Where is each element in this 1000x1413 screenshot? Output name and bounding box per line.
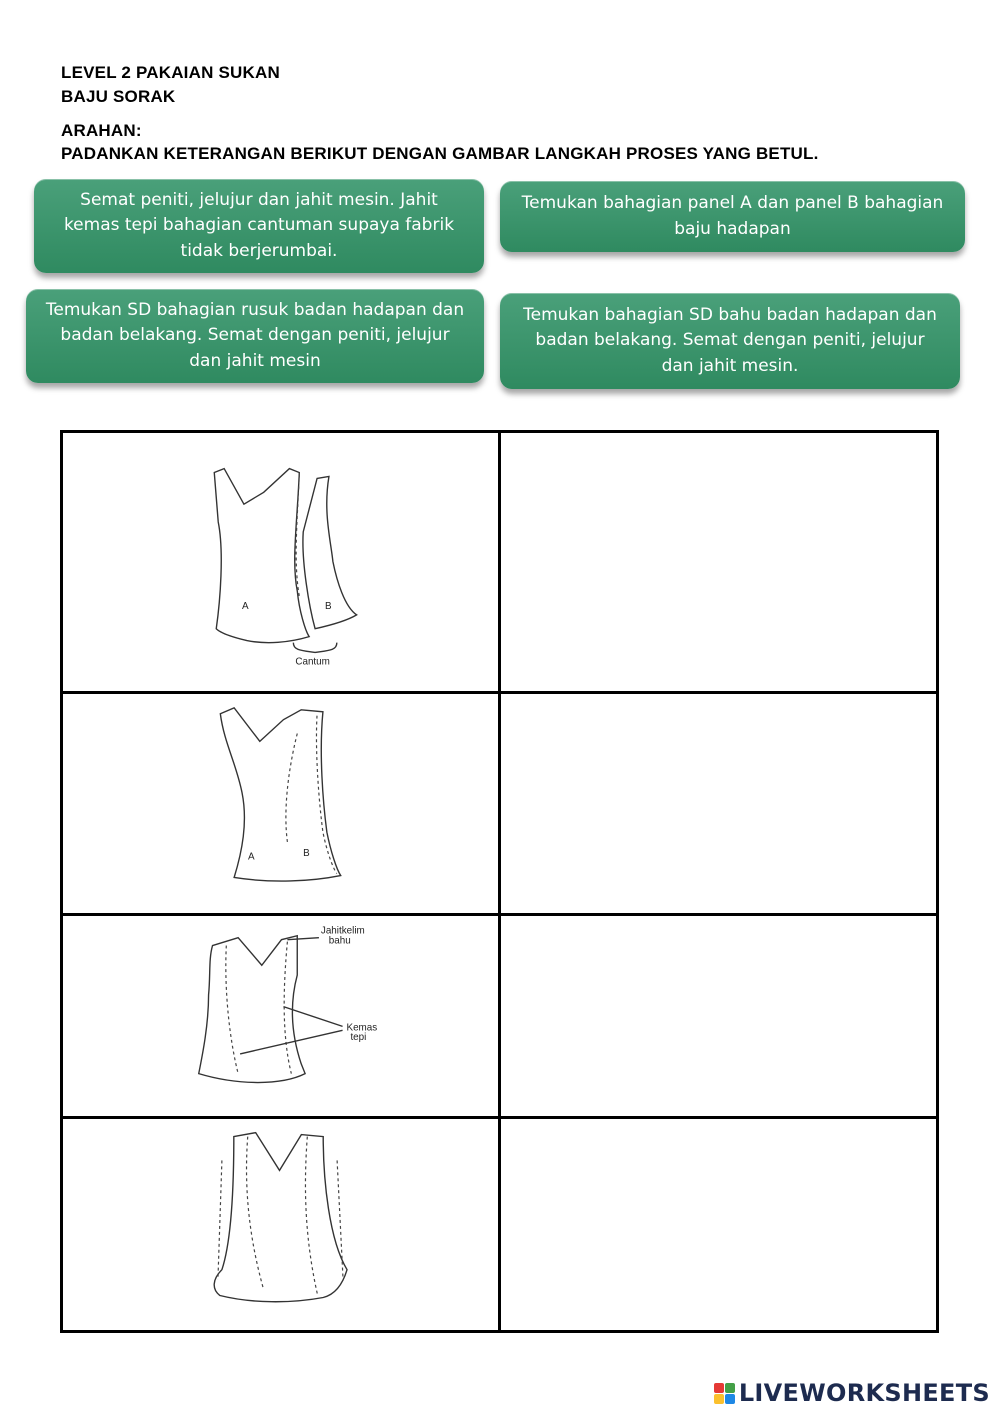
answer-card-3[interactable]: Temukan SD bahagian rusuk badan hadapan dan badan belakang. Semat dengan peniti, jelujur dan jahit mesin: [26, 289, 484, 383]
panel-a-label: A: [241, 600, 249, 612]
panel-a-label-2: A: [247, 851, 255, 863]
edge-finish-label-1: Kemas: [346, 1022, 378, 1034]
cantum-label: Cantum: [295, 656, 330, 668]
edge-finish-label-2: tepi: [350, 1032, 367, 1044]
instruction-text: PADANKAN KETERANGAN BERIKUT DENGAN GAMBAR LANGKAH PROSES YANG BETUL.: [61, 144, 819, 163]
panel-b-label-2: B: [303, 847, 310, 859]
worksheet-level-title: LEVEL 2 PAKAIAN SUKAN: [61, 63, 280, 82]
answer-slot-2[interactable]: [501, 694, 936, 916]
liveworksheets-wordmark: LIVEWORKSHEETS: [738, 1379, 990, 1407]
panel-b-label: B: [324, 600, 332, 612]
figure-cell-2: [63, 694, 501, 916]
figure-cell-3: [63, 916, 501, 1119]
liveworksheets-icon: [714, 1383, 735, 1404]
answer-slot-1[interactable]: [501, 433, 936, 694]
answer-card-4[interactable]: Temukan bahagian SD bahu badan hadapan dan badan belakang. Semat dengan peniti, jelujur dan jahit mesin.: [500, 293, 960, 389]
matching-table: [60, 430, 939, 1333]
step-illustration-panels-a-b: [63, 433, 498, 691]
answer-card-1[interactable]: Semat peniti, jelujur dan jahit mesin. Jahit kemas tepi bahagian cantuman supaya fabrik tidak berjerumbai.: [34, 179, 484, 273]
shoulder-seam-label-2: bahu: [328, 935, 351, 947]
figure-cell-4: [63, 1119, 501, 1330]
answer-slot-3[interactable]: [501, 916, 936, 1119]
worksheet-subtitle: BAJU SORAK: [61, 87, 176, 106]
step-illustration-joined-panels: [63, 694, 498, 913]
step-illustration-shoulder-seam: [63, 916, 498, 1116]
shoulder-seam-label-1: Jahitkelim: [320, 925, 365, 937]
answer-slot-4[interactable]: [501, 1119, 936, 1330]
answer-card-2[interactable]: Temukan bahagian panel A dan panel B bahagian baju hadapan: [500, 181, 965, 252]
instruction-label: ARAHAN:: [61, 121, 142, 140]
figure-cell-1: [63, 433, 501, 694]
step-illustration-side-seam: [63, 1119, 498, 1330]
liveworksheets-logo: [714, 1379, 990, 1407]
